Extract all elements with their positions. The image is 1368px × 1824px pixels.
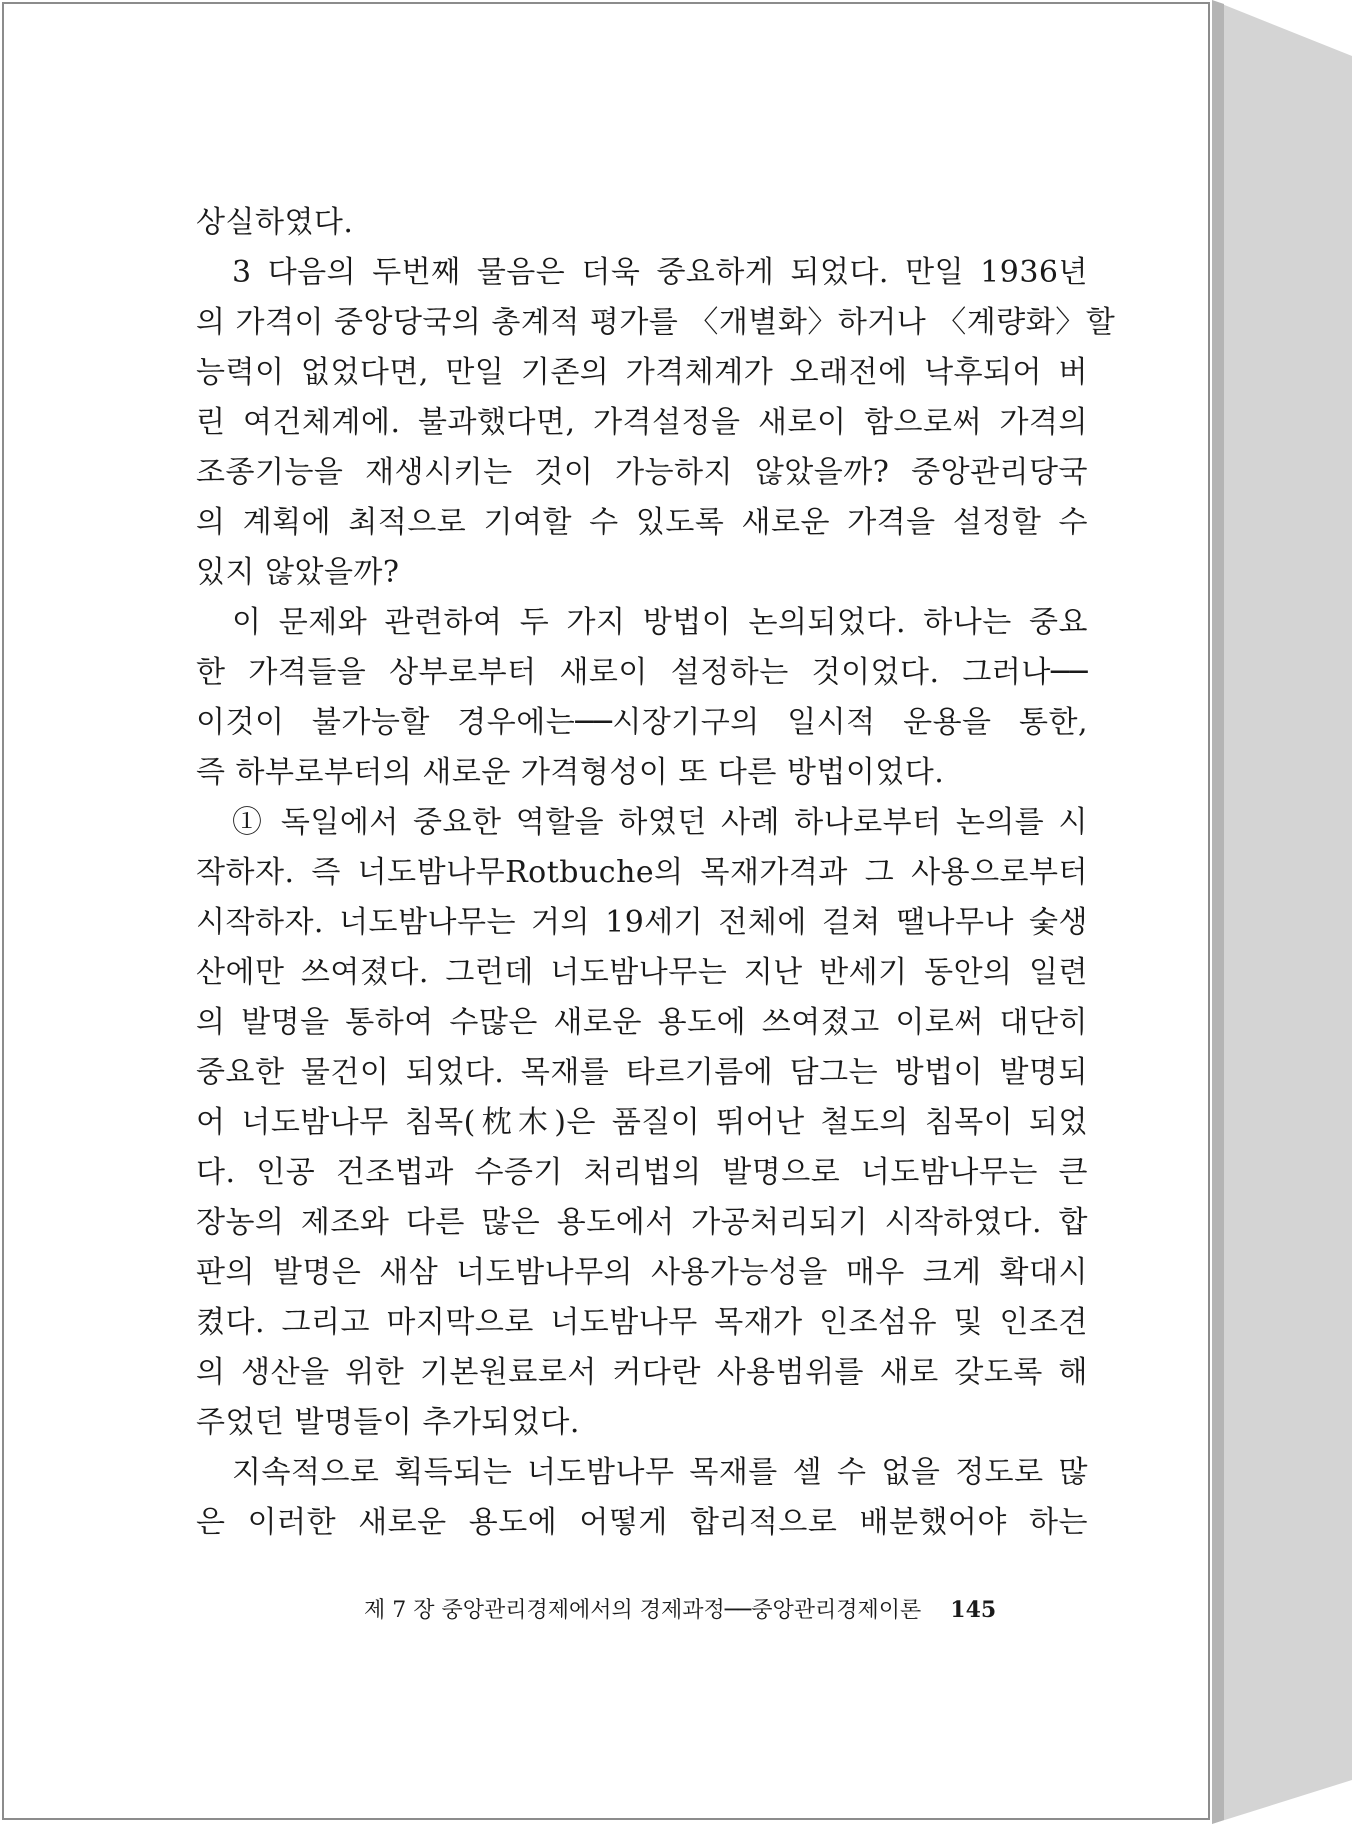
text-line: ① 독일에서 중요한 역할을 하였던 사례 하나로부터 논의를 시 (232, 805, 1088, 840)
page-footer (364, 1590, 1064, 1630)
text-line: 의 생산을 위한 기본원료로서 커다란 사용범위를 새로 갖도록 해 (196, 1355, 1088, 1390)
text-line: 장농의 제조와 다른 많은 용도에서 가공처리되기 시작하였다. 합 (196, 1205, 1088, 1240)
body-text (196, 198, 1116, 1548)
text-line: 산에만 쓰여졌다. 그런데 너도밤나무는 지난 반세기 동안의 일련 (196, 955, 1088, 990)
paragraph (196, 598, 1088, 798)
paragraph (196, 198, 1088, 248)
text-line: 조종기능을 재생시키는 것이 가능하지 않았을까? 중앙관리당국 (196, 455, 1088, 490)
text-line: 어 너도밤나무 침목(枕木)은 품질이 뛰어난 철도의 침목이 되었 (196, 1105, 1088, 1140)
text-line: 즉 하부로부터의 새로운 가격형성이 또 다른 방법이었다. (196, 755, 945, 790)
text-line: 이 문제와 관련하여 두 가지 방법이 논의되었다. 하나는 중요 (232, 605, 1088, 640)
text-line: 있지 않았을까? (196, 555, 400, 590)
text-line: 주었던 발명들이 추가되었다. (196, 1405, 580, 1440)
paragraph (196, 798, 1088, 1448)
book-side-face (1212, 0, 1352, 1824)
paragraph (196, 248, 1116, 598)
book-side-edge (1212, 0, 1360, 1824)
page-number: 145 (950, 1597, 997, 1623)
text-line: 능력이 없었다면, 만일 기존의 가격체계가 오래전에 낙후되어 버 (196, 355, 1088, 390)
text-line: 의 발명을 통하여 수많은 새로운 용도에 쓰여졌고 이로써 대단히 (196, 1005, 1088, 1040)
text-line: 지속적으로 획득되는 너도밤나무 목재를 셀 수 없을 정도로 많 (232, 1455, 1088, 1490)
text-line: 작하자. 즉 너도밤나무Rotbuche의 목재가격과 그 사용으로부터 (196, 855, 1088, 890)
paragraph (196, 1448, 1088, 1548)
text-line: 3 다음의 두번째 물음은 더욱 중요하게 되었다. 만일 1936년 (232, 255, 1088, 290)
text-line: 켰다. 그리고 마지막으로 너도밤나무 목재가 인조섬유 및 인조견 (196, 1305, 1088, 1340)
text-line: 한 가격들을 상부로부터 새로이 설정하는 것이었다. 그러나── (196, 655, 1088, 690)
text-line: 린 여건체계에. 불과했다면, 가격설정을 새로이 함으로써 가격의 (196, 405, 1088, 440)
text-line: 의 계획에 최적으로 기여할 수 있도록 새로운 가격을 설정할 수 (196, 505, 1088, 540)
text-line: 시작하자. 너도밤나무는 거의 19세기 전체에 걸쳐 땔나무나 숯생 (196, 905, 1088, 940)
text-line: 다. 인공 건조법과 수증기 처리법의 발명으로 너도밤나무는 큰 (196, 1155, 1088, 1190)
running-footer-chapter-title: 제 7 장 중앙관리경제에서의 경제과정──중앙관리경제이론 (364, 1598, 922, 1623)
text-line: 의 가격이 중앙당국의 총계적 평가를 〈개별화〉하거나 〈계량화〉할 (196, 305, 1116, 340)
book-side-shade (1212, 0, 1224, 1824)
text-line: 중요한 물건이 되었다. 목재를 타르기름에 담그는 방법이 발명되 (196, 1055, 1088, 1090)
text-line: 판의 발명은 새삼 너도밤나무의 사용가능성을 매우 크게 확대시 (196, 1255, 1088, 1290)
text-line: 은 이러한 새로운 용도에 어떻게 합리적으로 배분했어야 하는 (196, 1505, 1088, 1540)
text-line: 이것이 불가능할 경우에는──시장기구의 일시적 운용을 통한, (196, 705, 1088, 740)
text-line: 상실하였다. (196, 205, 354, 240)
